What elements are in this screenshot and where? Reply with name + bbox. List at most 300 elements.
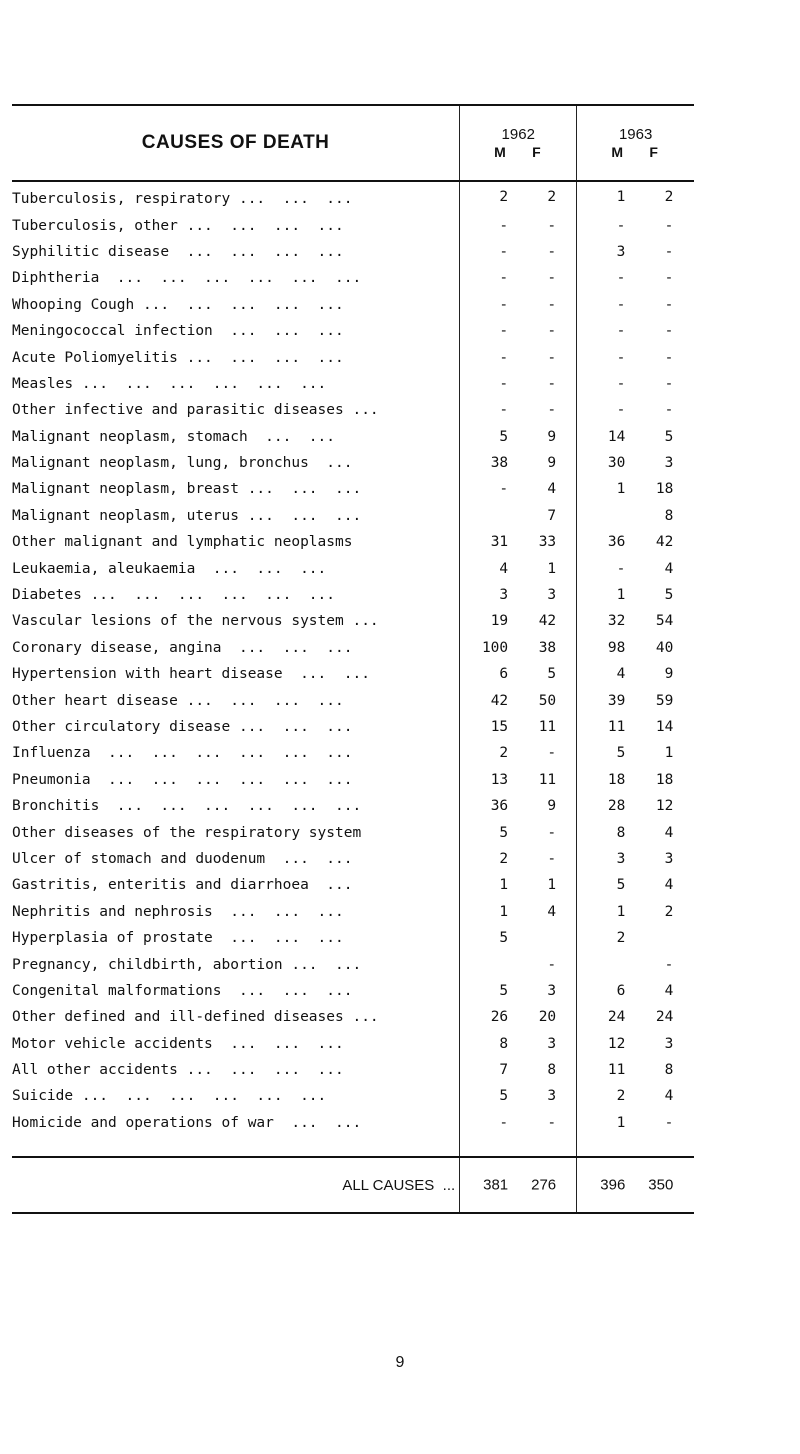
year-1963-cell	[577, 555, 694, 581]
male-1962-value: -	[499, 217, 509, 234]
male-1962-value: 36	[490, 798, 509, 815]
female-1963-value: -	[664, 270, 674, 287]
cause-name: Malignant neoplasm, stomach ... ...	[12, 428, 336, 445]
cause-name: Meningococcal infection ... ... ...	[12, 323, 344, 340]
table-row	[12, 1057, 694, 1083]
male-1963-value: 30	[607, 455, 626, 472]
cause-name: Malignant neoplasm, lung, bronchus ...	[12, 455, 353, 472]
year-1963-cell	[577, 714, 694, 740]
female-1963-value: -	[664, 323, 674, 340]
table-row	[12, 793, 694, 819]
year-1962-cell	[460, 239, 577, 265]
year-1962-cell	[460, 555, 577, 581]
female-1962-value: 33	[538, 534, 557, 551]
table-row	[12, 181, 694, 212]
table-row	[12, 450, 694, 476]
cause-name: Gastritis, enteritis and diarrhoea ...	[12, 877, 353, 894]
male-1963-value: 36	[607, 534, 626, 551]
female-1962-value: 20	[538, 1009, 557, 1026]
male-1963-value: 1	[616, 481, 626, 498]
year-1963-cell	[577, 1083, 694, 1109]
male-1962-value: 1	[499, 903, 509, 920]
female-1963-value: 3	[664, 1035, 674, 1052]
table-row	[12, 239, 694, 265]
table-row	[12, 582, 694, 608]
table-row	[12, 925, 694, 951]
year-1962-cell	[460, 503, 577, 529]
table-row	[12, 1031, 694, 1057]
year-1962-label: 1962	[501, 126, 535, 143]
year-1963-cell	[577, 661, 694, 687]
female-1963-value: 3	[664, 455, 674, 472]
male-1963-value: -	[616, 323, 626, 340]
female-1963-value: 4	[664, 1088, 674, 1105]
year-1962-cell	[460, 529, 577, 555]
table-body	[12, 181, 694, 1136]
cause-name: Tuberculosis, other ... ... ... ...	[12, 217, 344, 234]
year-1962-cell	[460, 608, 577, 634]
female-1963-value: 4	[664, 982, 674, 999]
year-1963-cell	[577, 635, 694, 661]
male-1962-value: 5	[499, 824, 509, 841]
female-1962-value: -	[547, 956, 557, 973]
male-1962-value: -	[499, 481, 509, 498]
female-1962-value: 9	[547, 798, 557, 815]
year-1963-cell	[577, 529, 694, 555]
table-row	[12, 740, 694, 766]
cause-name: Acute Poliomyelitis ... ... ... ...	[12, 349, 344, 366]
male-1962-value: 42	[490, 692, 509, 709]
female-1962-value: -	[547, 217, 557, 234]
year-1962-cell	[460, 872, 577, 898]
cause-name: Ulcer of stomach and duodenum ... ...	[12, 850, 353, 867]
year-1963-cell	[577, 978, 694, 1004]
table-row	[12, 476, 694, 502]
female-1963-value: -	[664, 349, 674, 366]
table-row	[12, 872, 694, 898]
year-1963-cell	[577, 951, 694, 977]
female-1963-value: 24	[655, 1009, 674, 1026]
male-1962-value: 100	[481, 639, 509, 656]
male-1963-value: 39	[607, 692, 626, 709]
year-1963-cell	[577, 239, 694, 265]
year-1963-cell	[577, 687, 694, 713]
year-1962-cell	[460, 714, 577, 740]
female-1962-label: F	[532, 144, 541, 160]
year-1963-cell	[577, 608, 694, 634]
year-1962-cell	[460, 819, 577, 845]
year-1963-cell	[577, 740, 694, 766]
female-1963-value: 12	[655, 798, 674, 815]
year-1962-cell	[460, 1057, 577, 1083]
table-row	[12, 318, 694, 344]
female-1963-value: 8	[664, 1062, 674, 1079]
year-1963-cell	[577, 1004, 694, 1030]
female-1962-value: 9	[547, 428, 557, 445]
male-1963-value: 18	[607, 771, 626, 788]
table-row	[12, 635, 694, 661]
male-1963-value: -	[616, 402, 626, 419]
year-1963-cell	[577, 181, 694, 212]
year-1962-header	[460, 105, 577, 181]
male-1963-value: -	[616, 217, 626, 234]
male-1962-value: 5	[499, 930, 509, 947]
year-1962-cell	[460, 978, 577, 1004]
table-row	[12, 424, 694, 450]
table-row	[12, 555, 694, 581]
female-1962-value: 4	[547, 481, 557, 498]
year-1963-cell	[577, 397, 694, 423]
table-row	[12, 503, 694, 529]
cause-name: Tuberculosis, respiratory ... ... ...	[12, 191, 353, 208]
year-1963-header	[577, 105, 694, 181]
female-1962-value: -	[547, 270, 557, 287]
female-1963-value: -	[664, 1114, 674, 1131]
male-1963-value: 14	[607, 428, 626, 445]
female-1962-value: -	[547, 243, 557, 260]
table-row	[12, 951, 694, 977]
female-1963-value: 54	[655, 613, 674, 630]
male-1963-value: -	[616, 270, 626, 287]
table-row	[12, 397, 694, 423]
male-1963-value: 1	[616, 1114, 626, 1131]
male-1963-value: -	[616, 560, 626, 577]
female-1963-value: 4	[664, 824, 674, 841]
cause-name: Malignant neoplasm, breast ... ... ...	[12, 481, 362, 498]
male-1963-value: 32	[607, 613, 626, 630]
male-1962-value: 2	[499, 189, 509, 206]
male-1962-value: 19	[490, 613, 509, 630]
year-1962-cell	[460, 424, 577, 450]
male-1963-value: 5	[616, 745, 626, 762]
year-1963-cell	[577, 265, 694, 291]
year-1962-cell	[460, 582, 577, 608]
female-1962-value: 38	[538, 639, 557, 656]
male-1963-value: 28	[607, 798, 626, 815]
male-1962-value: 5	[499, 982, 509, 999]
female-1963-value: 2	[664, 903, 674, 920]
cause-name: Suicide ... ... ... ... ... ...	[12, 1088, 327, 1105]
cause-name: Measles ... ... ... ... ... ...	[12, 375, 327, 392]
cause-name: Vascular lesions of the nervous system ...	[12, 613, 379, 630]
female-1962-value: 42	[538, 613, 557, 630]
year-1962-cell	[460, 661, 577, 687]
female-1963-value: 42	[655, 534, 674, 551]
female-1962-value: 1	[547, 877, 557, 894]
male-1962-value: 8	[499, 1035, 509, 1052]
year-1962-cell	[460, 181, 577, 212]
male-1962-value: 6	[499, 666, 509, 683]
female-1963-value: 40	[655, 639, 674, 656]
year-1963-cell	[577, 292, 694, 318]
male-1963-value: -	[616, 375, 626, 392]
year-1963-cell	[577, 1031, 694, 1057]
male-1963-value: 4	[616, 666, 626, 683]
cause-name: Other defined and ill-defined diseases ...	[12, 1009, 379, 1026]
cause-name: All other accidents ... ... ... ...	[12, 1062, 344, 1079]
male-1962-value: 31	[490, 534, 509, 551]
female-1962-value: 2	[547, 189, 557, 206]
total-male-1962: 381	[483, 1176, 509, 1194]
table-header-row	[12, 105, 694, 181]
male-1962-value: 1	[499, 877, 509, 894]
male-1962-value: 13	[490, 771, 509, 788]
female-1962-value: -	[547, 349, 557, 366]
cause-name: Leukaemia, aleukaemia ... ... ...	[12, 560, 327, 577]
female-1963-value: 5	[664, 587, 674, 604]
female-1962-value: -	[547, 824, 557, 841]
female-1963-value: 18	[655, 481, 674, 498]
cause-name: Hyperplasia of prostate ... ... ...	[12, 930, 344, 947]
cause-name: Other infective and parasitic diseases ...	[12, 402, 379, 419]
female-1962-value: 50	[538, 692, 557, 709]
male-1963-value: 1	[616, 587, 626, 604]
male-1962-value: -	[499, 1114, 509, 1131]
total-female-1962: 276	[531, 1176, 557, 1194]
cause-name: Other malignant and lymphatic neoplasms	[12, 534, 353, 551]
male-1963-value: 2	[616, 930, 626, 947]
table-row	[12, 212, 694, 238]
male-1962-label: M	[494, 144, 506, 160]
cause-name: Bronchitis ... ... ... ... ... ...	[12, 798, 362, 815]
male-1962-value: 5	[499, 1088, 509, 1105]
female-1962-value: -	[547, 402, 557, 419]
totals-label: ALL CAUSES ...	[12, 1157, 460, 1213]
female-1962-value: 11	[538, 771, 557, 788]
year-1963-cell	[577, 1057, 694, 1083]
male-1962-value: 5	[499, 428, 509, 445]
total-female-1963: 350	[648, 1176, 674, 1194]
cause-name: Nephritis and nephrosis ... ... ...	[12, 903, 344, 920]
cause-name: Other circulatory disease ... ... ...	[12, 719, 353, 735]
male-1962-value: 2	[499, 850, 509, 867]
male-1962-value: 15	[490, 719, 509, 735]
female-1962-value: 3	[547, 1088, 557, 1105]
female-1962-value: 4	[547, 903, 557, 920]
female-1962-value: 8	[547, 1062, 557, 1079]
female-1962-value: 9	[547, 455, 557, 472]
totals-row	[12, 1157, 694, 1213]
female-1963-value: -	[664, 217, 674, 234]
table-row	[12, 819, 694, 845]
year-1962-cell	[460, 212, 577, 238]
female-1962-value: -	[547, 1114, 557, 1131]
year-1963-cell	[577, 925, 694, 951]
cause-name: Homicide and operations of war ... ...	[12, 1114, 362, 1131]
year-1963-cell	[577, 344, 694, 370]
year-1963-cell	[577, 767, 694, 793]
female-1962-value: -	[547, 745, 557, 762]
male-1963-value: -	[616, 349, 626, 366]
female-1963-value: -	[664, 243, 674, 260]
year-1963-cell	[577, 424, 694, 450]
male-1962-value: 2	[499, 745, 509, 762]
female-1963-value: -	[664, 956, 674, 973]
causes-column-header: CAUSES OF DEATH	[12, 105, 460, 181]
male-1963-value: 3	[616, 243, 626, 260]
table-row	[12, 1004, 694, 1030]
page-number: 9	[395, 1354, 405, 1371]
cause-name: Syphilitic disease ... ... ... ...	[12, 243, 344, 260]
table-row	[12, 1110, 694, 1136]
cause-name: Diphtheria ... ... ... ... ... ...	[12, 270, 362, 287]
female-1963-value: 8	[664, 507, 674, 524]
year-1962-cell	[460, 1004, 577, 1030]
year-1962-cell	[460, 846, 577, 872]
male-1963-value: 11	[607, 1062, 626, 1079]
female-1962-value: 3	[547, 587, 557, 604]
female-1963-value: 18	[655, 771, 674, 788]
table-row	[12, 978, 694, 1004]
female-1962-value: 5	[547, 666, 557, 683]
male-1963-value: 12	[607, 1035, 626, 1052]
year-1963-cell	[577, 872, 694, 898]
male-1962-value: 26	[490, 1009, 509, 1026]
female-1963-value: 59	[655, 692, 674, 709]
female-1963-value: -	[664, 296, 674, 313]
female-1962-value: -	[547, 296, 557, 313]
female-1963-value: 4	[664, 877, 674, 894]
female-1963-label: F	[649, 144, 658, 160]
cause-name: Congenital malformations ... ... ...	[12, 982, 353, 999]
female-1963-value: 9	[664, 666, 674, 683]
table-row	[12, 292, 694, 318]
year-1963-cell	[577, 793, 694, 819]
female-1962-value: 3	[547, 982, 557, 999]
year-1962-cell	[460, 951, 577, 977]
female-1963-value: 3	[664, 850, 674, 867]
female-1963-value: 14	[655, 719, 674, 735]
female-1963-value: -	[664, 402, 674, 419]
male-1963-value: 11	[607, 719, 626, 735]
cause-name: Malignant neoplasm, uterus ... ... ...	[12, 507, 362, 524]
female-1962-value: -	[547, 375, 557, 392]
cause-name: Influenza ... ... ... ... ... ...	[12, 745, 353, 762]
male-1963-value: 1	[616, 189, 626, 206]
male-1962-value: -	[499, 323, 509, 340]
male-1962-value: 7	[499, 1062, 509, 1079]
male-1962-value: -	[499, 296, 509, 313]
spacer-row	[12, 1136, 694, 1157]
table-row	[12, 767, 694, 793]
year-1962-cell	[460, 1031, 577, 1057]
year-1963-cell	[577, 318, 694, 344]
year-1962-cell	[460, 476, 577, 502]
year-1962-cell	[460, 767, 577, 793]
male-1962-value: 3	[499, 587, 509, 604]
year-1962-cell	[460, 371, 577, 397]
cause-name: Coronary disease, angina ... ... ...	[12, 639, 353, 656]
year-1962-cell	[460, 1083, 577, 1109]
male-1963-label: M	[611, 144, 623, 160]
year-1963-cell	[577, 1110, 694, 1136]
female-1962-value: -	[547, 323, 557, 340]
table-row	[12, 687, 694, 713]
male-1963-value: 8	[616, 824, 626, 841]
year-1962-cell	[460, 740, 577, 766]
male-1963-value: 98	[607, 639, 626, 656]
cause-name: Diabetes ... ... ... ... ... ...	[12, 587, 336, 604]
male-1962-value: -	[499, 349, 509, 366]
year-1962-cell	[460, 450, 577, 476]
cause-name: Pregnancy, childbirth, abortion ... ...	[12, 956, 362, 973]
female-1963-value: -	[664, 375, 674, 392]
table-row	[12, 371, 694, 397]
year-1963-label: 1963	[618, 126, 653, 143]
year-1963-cell	[577, 846, 694, 872]
year-1962-cell	[460, 292, 577, 318]
female-1963-value: 5	[664, 428, 674, 445]
male-1963-value: 3	[616, 850, 626, 867]
year-1963-cell	[577, 503, 694, 529]
table-row	[12, 714, 694, 740]
cause-name: Other diseases of the respiratory system	[12, 824, 362, 841]
female-1962-value: 11	[538, 719, 557, 735]
male-1963-value: 1	[616, 903, 626, 920]
cause-name: Hypertension with heart disease ... ...	[12, 666, 370, 683]
table-row	[12, 265, 694, 291]
year-1962-cell	[460, 635, 577, 661]
year-1963-cell	[577, 476, 694, 502]
male-1962-value: 38	[490, 455, 509, 472]
table-row	[12, 846, 694, 872]
male-1962-value: 4	[499, 560, 509, 577]
cause-name: Pneumonia ... ... ... ... ... ...	[12, 771, 353, 788]
year-1963-cell	[577, 212, 694, 238]
year-1962-cell	[460, 318, 577, 344]
totals-1963-cell	[577, 1157, 694, 1213]
female-1962-value: 1	[547, 560, 557, 577]
female-1963-value: 1	[664, 745, 674, 762]
male-1962-value: -	[499, 270, 509, 287]
female-1962-value: 7	[547, 507, 557, 524]
year-1963-cell	[577, 819, 694, 845]
male-1963-value: 6	[616, 982, 626, 999]
table-row	[12, 529, 694, 555]
cause-name: Whooping Cough ... ... ... ... ...	[12, 296, 344, 313]
female-1963-value: 2	[664, 189, 674, 206]
year-1963-cell	[577, 899, 694, 925]
year-1962-cell	[460, 793, 577, 819]
year-1962-cell	[460, 925, 577, 951]
year-1962-cell	[460, 899, 577, 925]
male-1962-value: -	[499, 243, 509, 260]
table-row	[12, 344, 694, 370]
male-1963-value: -	[616, 296, 626, 313]
female-1962-value: -	[547, 850, 557, 867]
year-1963-cell	[577, 450, 694, 476]
male-1962-value: -	[499, 402, 509, 419]
male-1963-value: 5	[616, 877, 626, 894]
year-1962-cell	[460, 265, 577, 291]
table-row	[12, 608, 694, 634]
total-male-1963: 396	[600, 1176, 626, 1194]
year-1962-cell	[460, 397, 577, 423]
cause-name: Motor vehicle accidents ... ... ...	[12, 1035, 344, 1052]
year-1962-cell	[460, 1110, 577, 1136]
totals-1962-cell	[460, 1157, 577, 1213]
causes-of-death-table	[12, 104, 694, 1214]
year-1963-cell	[577, 582, 694, 608]
cause-name: Other heart disease ... ... ... ...	[12, 692, 344, 709]
female-1962-value: 3	[547, 1035, 557, 1052]
year-1962-cell	[460, 344, 577, 370]
male-1962-value: -	[499, 375, 509, 392]
table-row	[12, 1083, 694, 1109]
male-1963-value: 24	[607, 1009, 626, 1026]
male-1963-value: 2	[616, 1088, 626, 1105]
table-row	[12, 661, 694, 687]
